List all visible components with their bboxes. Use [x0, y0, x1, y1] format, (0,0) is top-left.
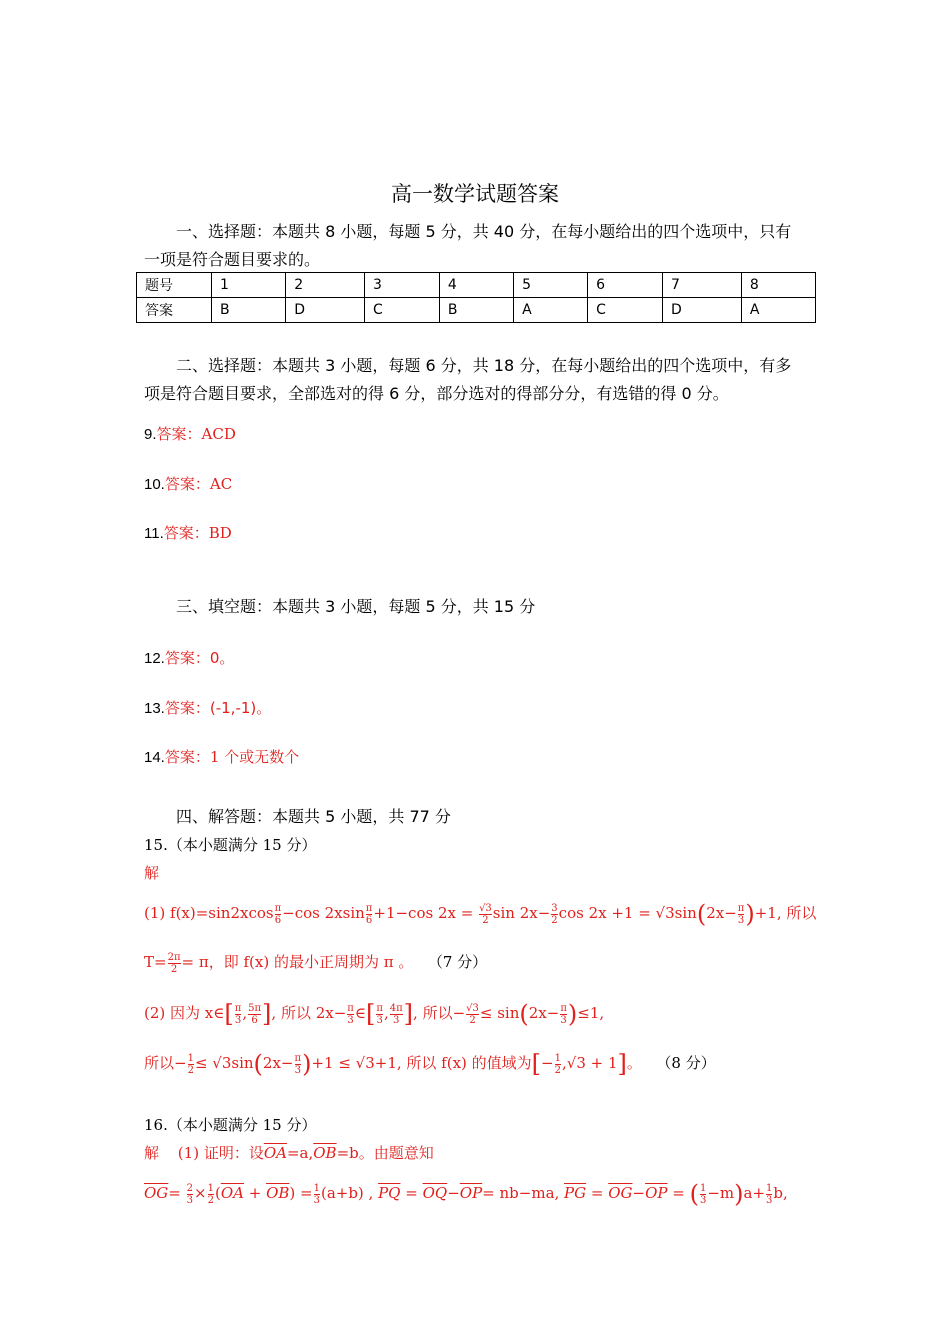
math-text: T= — [144, 953, 167, 971]
fraction: $\frac{1}{3}$ — [766, 1182, 773, 1206]
answer-value: ：1 个或无数个 — [194, 748, 300, 766]
math-text: (2) 因为 x∈ — [144, 1004, 225, 1022]
fraction: $\frac{1}{2}$ — [207, 1182, 214, 1206]
math-text: (1) 证明：设 — [177, 1144, 264, 1162]
section-3-line: 三、填空题：本题共 3 小题，每题 5 分，共 15 分 — [176, 597, 536, 616]
math-text: ∈ — [354, 1004, 366, 1022]
table-row-answers — [137, 298, 816, 323]
math-text: ≤ √3sin — [194, 1054, 254, 1072]
q16-line-1: 解 (1) 证明：设$\overline{OA}=a,\overline{OB}=b$。由题意知 — [144, 1144, 434, 1162]
fraction: $\frac{1}{2}$ — [554, 1052, 561, 1076]
fraction: $\frac{\pi}{3}$ — [376, 1002, 383, 1026]
math-text: cos 2x +1 = √3sin — [558, 904, 697, 922]
math-text: (a+b) , — [320, 1184, 379, 1202]
fraction: $\frac{\pi}{6}$ — [365, 902, 373, 926]
math-text: × — [194, 1184, 207, 1202]
fraction: $\frac{2\pi}{2}$ — [167, 951, 181, 975]
fraction: $\frac{2}{3}$ — [186, 1182, 193, 1206]
math-text: 。 — [626, 1054, 642, 1072]
math-text: = nb−ma, — [482, 1184, 565, 1202]
math-text: , 所以− — [413, 1004, 466, 1022]
answer-label: 答案 — [164, 649, 195, 667]
answer-label: 答案 — [164, 475, 195, 493]
math-text: +1 ≤ √3+1, 所以 f(x) 的值域为 — [311, 1054, 532, 1072]
table-cell: 7 — [663, 273, 742, 298]
math-text: = — [168, 1184, 186, 1202]
q16-line-2: $\overline{OG}=$ $\frac{2}{3}$ × $\frac{1}{2}$ $(\overline{OA} + \overline{OB})$ = $\frac{1}{3}$ (a+b) , $\overline{PQ} = \overline{OQ}-\overline{OP}= nb-ma$, $\overline{PG} = \overline{OG}-\overline{OP}$ = ( $\frac{1}{3}$ −m)a+ $\frac{1}{3}$ b, — [144, 1180, 788, 1208]
table-cell: C — [588, 298, 663, 323]
answer-value: ：ACD — [186, 425, 236, 443]
fraction: $\frac{3}{2}$ — [551, 902, 558, 926]
table-cell: A — [514, 298, 588, 323]
answer-13 — [144, 697, 271, 718]
table-header-answer: 答案 — [137, 298, 212, 323]
q15-solution-label: 解 — [144, 864, 160, 882]
table-cell: B — [212, 298, 286, 323]
fraction: $\frac{\pi}{3}$ — [737, 902, 745, 926]
answer-14 — [144, 746, 299, 767]
table-cell: 8 — [741, 273, 815, 298]
q15-period-line — [144, 951, 487, 975]
table-cell: C — [365, 298, 440, 323]
math-text: ) = — [289, 1184, 313, 1202]
fraction: $\frac{\pi}{3}$ — [294, 1052, 302, 1076]
q15-part1-line: (1) f(x)=sin2xcos $\frac{\pi}{6}$ −cos 2xsin $\frac{\pi}{6}$ +1−cos 2x = $\frac{√3}{2}$ sin 2x− $\frac{3}{2}$ cos 2x +1 = √3sin(2x− $\frac{\pi}{3}$ )+1, 所以 — [144, 900, 817, 928]
table-cell: D — [663, 298, 742, 323]
math-text: (1) f(x)=sin2xcos — [144, 904, 274, 922]
q15-part2-line: (2) 因为 x∈[ $\frac{\pi}{3}$ , $\frac{5\pi}{6}$ ], 所以 2x− $\frac{\pi}{3}$ ∈[ $\frac{\pi}{3}$ , $\frac{4\pi}{3}$ ], 所以− $\frac{√3}{2}$ ≤ sin(2x− $\frac{\pi}{3}$ )≤1, — [144, 1000, 605, 1028]
q16-header: 16.（本小题满分 15 分） — [144, 1116, 317, 1134]
question-number: 12. — [144, 650, 165, 667]
table-cell: 2 — [286, 273, 365, 298]
answer-12 — [144, 647, 234, 668]
answer-value: ：BD — [193, 524, 232, 542]
table-cell: D — [286, 298, 365, 323]
math-text: +1−cos 2x = — [373, 904, 479, 922]
question-number: 10. — [144, 476, 165, 493]
section-4-line: 四、解答题：本题共 5 小题，共 77 分 — [176, 807, 451, 826]
answer-11 — [144, 522, 232, 543]
answer-value: ：AC — [194, 475, 233, 493]
answer-10 — [144, 473, 232, 494]
math-text: ≤ sin — [479, 1004, 520, 1022]
table-cell: 5 — [514, 273, 588, 298]
question-number: 13. — [144, 700, 165, 717]
answer-label: 答案 — [163, 524, 194, 542]
math-text: , 所以 2x− — [271, 1004, 347, 1022]
question-number: 11. — [144, 525, 164, 542]
fraction: $\frac{5\pi}{6}$ — [248, 1002, 262, 1026]
math-text: a+ — [743, 1184, 766, 1202]
math-text: b, — [773, 1184, 788, 1202]
fraction: $\frac{\pi}{3}$ — [234, 1002, 242, 1026]
q15-header: 15.（本小题满分 15 分） — [144, 836, 317, 854]
answer-label: 答案 — [164, 699, 195, 717]
answer-value: ：0。 — [194, 649, 235, 667]
math-text: ( — [214, 1184, 221, 1202]
section-2-line-2: 项是符合题目要求，全部选对的得 6 分，部分选对的得部分分，有选错的得 0 分。 — [144, 384, 729, 403]
math-text: +1, 所以 — [754, 904, 817, 922]
fraction: $\frac{1}{2}$ — [187, 1052, 194, 1076]
math-text: = π，即 f(x) 的最小正周期为 π 。 — [181, 953, 414, 971]
answer-label: 答案 — [156, 425, 187, 443]
fraction: $\frac{\pi}{3}$ — [560, 1002, 567, 1026]
table-cell: B — [439, 298, 513, 323]
section-1-line-1: 一、选择题：本题共 8 小题，每题 5 分，共 40 分，在每小题给出的四个选项中，只有 — [176, 222, 792, 241]
question-number: 9. — [144, 426, 157, 443]
section-2-line-1: 二、选择题：本题共 3 小题，每题 6 分，共 18 分，在每小题给出的四个选项中，有多 — [176, 356, 792, 375]
answer-label: 答案 — [164, 748, 195, 766]
math-text: =a, — [286, 1144, 314, 1162]
answer-value: ：(-1,-1)。 — [194, 699, 272, 717]
fraction: $\frac{1}{3}$ — [313, 1182, 320, 1206]
fraction: $\frac{\pi}{3}$ — [347, 1002, 354, 1026]
math-text: −cos 2xsin — [282, 904, 365, 922]
fraction: $\frac{√3}{2}$ — [479, 902, 492, 926]
answer-9 — [144, 423, 236, 444]
table-cell: 4 — [439, 273, 513, 298]
page-title: 高一数学试题答案 — [391, 182, 559, 206]
table-cell: 3 — [365, 273, 440, 298]
answer-table — [136, 272, 816, 323]
table-cell: 6 — [588, 273, 663, 298]
math-text: =b。由题意知 — [336, 1144, 434, 1162]
fraction: $\frac{4\pi}{3}$ — [389, 1002, 403, 1026]
section-1-line-2: 一项是符合题目要求的。 — [144, 250, 321, 269]
table-cell: A — [741, 298, 815, 323]
solution-label: 解 — [144, 1144, 160, 1162]
math-text: 所以− — [144, 1054, 187, 1072]
score: （7 分） — [435, 953, 488, 971]
math-text: ≤1, — [577, 1004, 605, 1022]
question-number: 14. — [144, 749, 165, 766]
table-row-numbers — [137, 273, 816, 298]
table-cell: 1 — [212, 273, 286, 298]
fraction: $\frac{\pi}{6}$ — [274, 902, 282, 926]
math-text: sin 2x− — [492, 904, 551, 922]
fraction: $\frac{1}{3}$ — [699, 1182, 707, 1206]
table-header-number: 题号 — [137, 273, 212, 298]
q15-range-line: 所以− $\frac{1}{2}$ ≤ √3sin(2x− $\frac{\pi}{3}$ )+1 ≤ √3+1, 所以 f(x) 的值域为[− $\frac{1}{2}$ ,√3 + 1]。 （8 分） — [144, 1050, 716, 1078]
score: （8 分） — [663, 1054, 716, 1072]
fraction: $\frac{√3}{2}$ — [466, 1002, 479, 1026]
